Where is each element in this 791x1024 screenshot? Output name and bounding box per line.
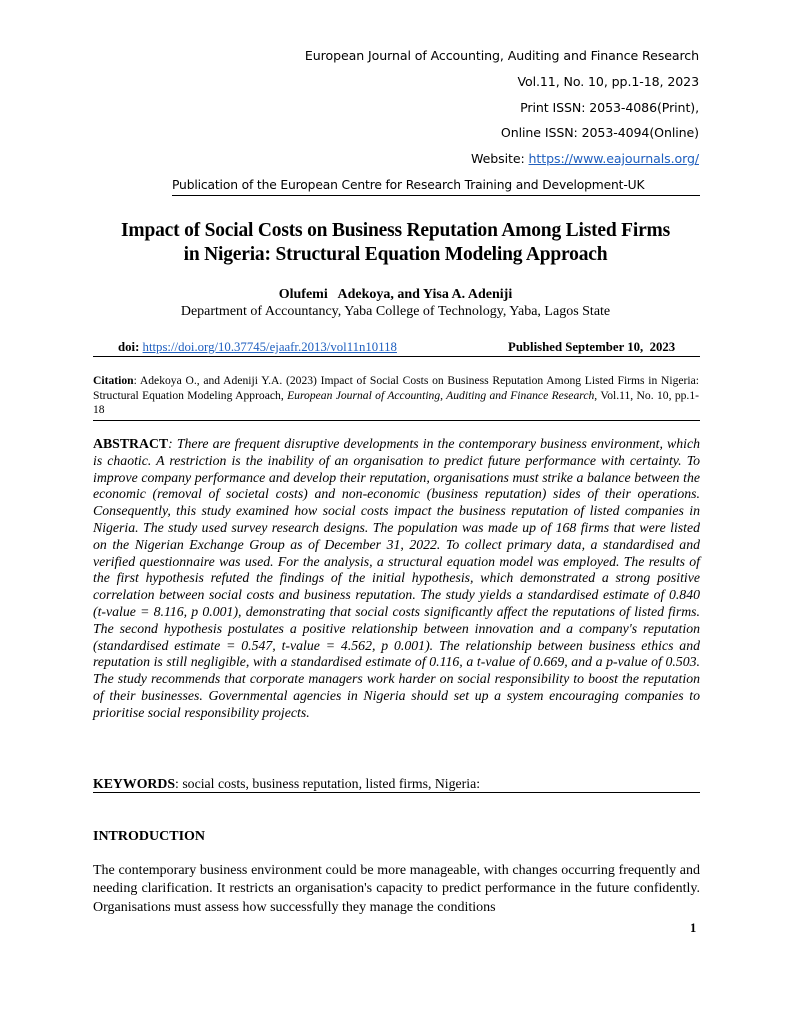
affiliation: Department of Accountancy, Yaba College of Technology, Yaba, Lagos State	[180, 304, 611, 319]
title-line-2: in Nigeria: Structural Equation Modeling Approach	[183, 244, 608, 265]
journal-name: European Journal of Accounting, Auditing and Finance Research	[304, 48, 699, 63]
keywords	[93, 775, 480, 792]
doi-line	[118, 339, 397, 355]
authors: Olufemi Adekoya, and Yisa A. Adeniji	[278, 287, 513, 302]
citation-journal: European Journal of Accounting, Auditing and Finance Research	[287, 388, 595, 402]
abstract	[93, 436, 700, 722]
keywords-text: : social costs, business reputation, listed firms, Nigeria:	[175, 776, 481, 791]
introduction-text: The contemporary business environment could be more manageable, with changes occurring frequently and needing clarification. It restricts an organisation's capacity to predict performance in the future confidently. Organisations must assess how successfully they manage the conditions	[93, 863, 700, 915]
keywords-label: KEYWORDS	[93, 776, 176, 791]
keywords-rule	[93, 792, 700, 793]
abstract-label: ABSTRACT	[93, 436, 169, 451]
citation-tail: , Vol.11, No. 10, pp.1-18	[93, 388, 699, 416]
citation-label: Citation	[93, 374, 134, 387]
website-line	[471, 151, 699, 167]
paper-title	[60, 219, 731, 267]
doi-label: doi:	[118, 340, 143, 354]
citation-text: : Adekoya O., and Adeniji Y.A. (2023) Impact of Social Costs on Business Reputation Among Listed Firms in Nigeria: Structural Equation Modeling Approach,	[93, 374, 699, 402]
page-number: 1	[690, 921, 697, 935]
section-heading: INTRODUCTION	[93, 829, 206, 844]
publisher-line: Publication of the European Centre for Research Training and Development-UK	[172, 177, 700, 196]
online-issn: Online ISSN: 2053-4094(Online)	[500, 125, 699, 140]
print-issn: Print ISSN: 2053-4086(Print),	[520, 100, 699, 115]
doi-link[interactable]: https://doi.org/10.37745/ejaafr.2013/vol11n10118	[142, 340, 397, 354]
abstract-text: : There are frequent disruptive developments in the contemporary business environment, which is chaotic. A restriction is the inability of an organisation to predict future performance with certainty. To improve company performance and develop their reputation, organisations must strike a balance between the economic (removal of societal costs) and non-economic (business reputation) sides of their operations. Consequently, this study examined how social costs impact the business reputation of listed companies in Nigeria. The study used survey research designs. The population was made up of 168 firms that were listed on the Nigerian Exchange Group as of December 31, 2022. To collect primary data, a standardised and verified questionnaire was used. For the analysis, a structural equation model was employed. The results of the first hypothesis refuted the findings of the initial hypothesis, which demonstrated a strong positive correlation between social costs and business reputation. The study yields a standardised estimate of 0.840 (t-value = 8.116, p 0.001), demonstrating that social costs significantly affect the reputations of listed firms. The second hypothesis postulates a positive relationship between innovation and a company's reputation (standardised estimate = 0.547, t-value = 4.562, p 0.001). The relationship between business ethics and reputation is still negligible, with a standardised estimate of 0.116, a t-value of 0.669, and a p-value of 0.503. The study recommends that corporate managers work harder on social responsibility to boost the reputation of their businesses. Governmental agencies in Nigeria should set up a system encouraging companies to prioritise social responsibility projects.	[93, 436, 700, 720]
citation	[93, 374, 699, 418]
website-link[interactable]: https://www.eajournals.org/	[528, 151, 699, 166]
citation-rule	[93, 420, 700, 421]
doi-rule	[93, 356, 700, 357]
published-date: Published September 10, 2023	[508, 340, 676, 354]
website-label: Website:	[470, 151, 529, 166]
volume-info: Vol.11, No. 10, pp.1-18, 2023	[517, 74, 699, 89]
title-line-1: Impact of Social Costs on Business Reputation Among Listed Firms	[121, 220, 670, 241]
